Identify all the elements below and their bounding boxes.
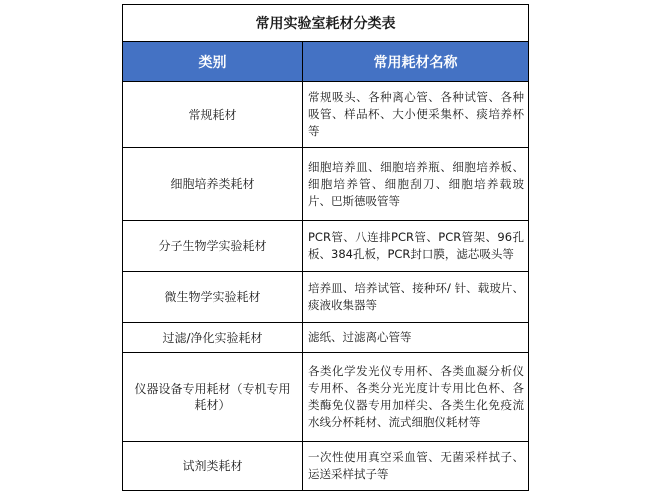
row-items: 各类化学发光仪专用杯、各类血凝分析仪专用杯、各类分光光度计专用比色杯、各类酶免仪器专用加样尖、各类生化免疫流水线分杯耗材、流式细胞仪耗材等 bbox=[303, 353, 529, 442]
row-category: 细胞培养类耗材 bbox=[123, 148, 303, 221]
row-category: 常规耗材 bbox=[123, 82, 303, 148]
row-items: 培养皿、培养试管、接种环/ 针、载玻片、痰液收集器等 bbox=[303, 272, 529, 323]
row-items: 滤纸、过滤离心管等 bbox=[303, 323, 529, 353]
table-row bbox=[123, 82, 529, 148]
row-category: 分子生物学实验耗材 bbox=[123, 221, 303, 272]
row-items: 细胞培养皿、细胞培养瓶、细胞培养板、细胞培养管、细胞刮刀、细胞培养载玻片、巴斯德吸管等 bbox=[303, 148, 529, 221]
table-row bbox=[123, 353, 529, 442]
row-items: 常规吸头、各种离心管、各种试管、各种吸管、样品杯、大小便采集杯、痰培养杯等 bbox=[303, 82, 529, 148]
table-row bbox=[123, 323, 529, 353]
row-items: 一次性使用真空采血管、无菌采样拭子、运送采样拭子等 bbox=[303, 442, 529, 491]
header-name: 常用耗材名称 bbox=[303, 42, 529, 82]
row-category: 仪器设备专用耗材（专机专用耗材） bbox=[123, 353, 303, 442]
table-row bbox=[123, 221, 529, 272]
row-category: 试剂类耗材 bbox=[123, 442, 303, 491]
row-items: PCR管、八连排PCR管、PCR管架、96孔板、384孔板，PCR封口膜，滤芯吸头等 bbox=[303, 221, 529, 272]
table-row bbox=[123, 442, 529, 491]
row-category: 过滤/净化实验耗材 bbox=[123, 323, 303, 353]
header-category: 类别 bbox=[123, 42, 303, 82]
consumables-table bbox=[122, 4, 529, 491]
table-row bbox=[123, 148, 529, 221]
header-row bbox=[123, 42, 529, 82]
table-row bbox=[123, 272, 529, 323]
table-title: 常用实验室耗材分类表 bbox=[123, 5, 529, 42]
row-category: 微生物学实验耗材 bbox=[123, 272, 303, 323]
